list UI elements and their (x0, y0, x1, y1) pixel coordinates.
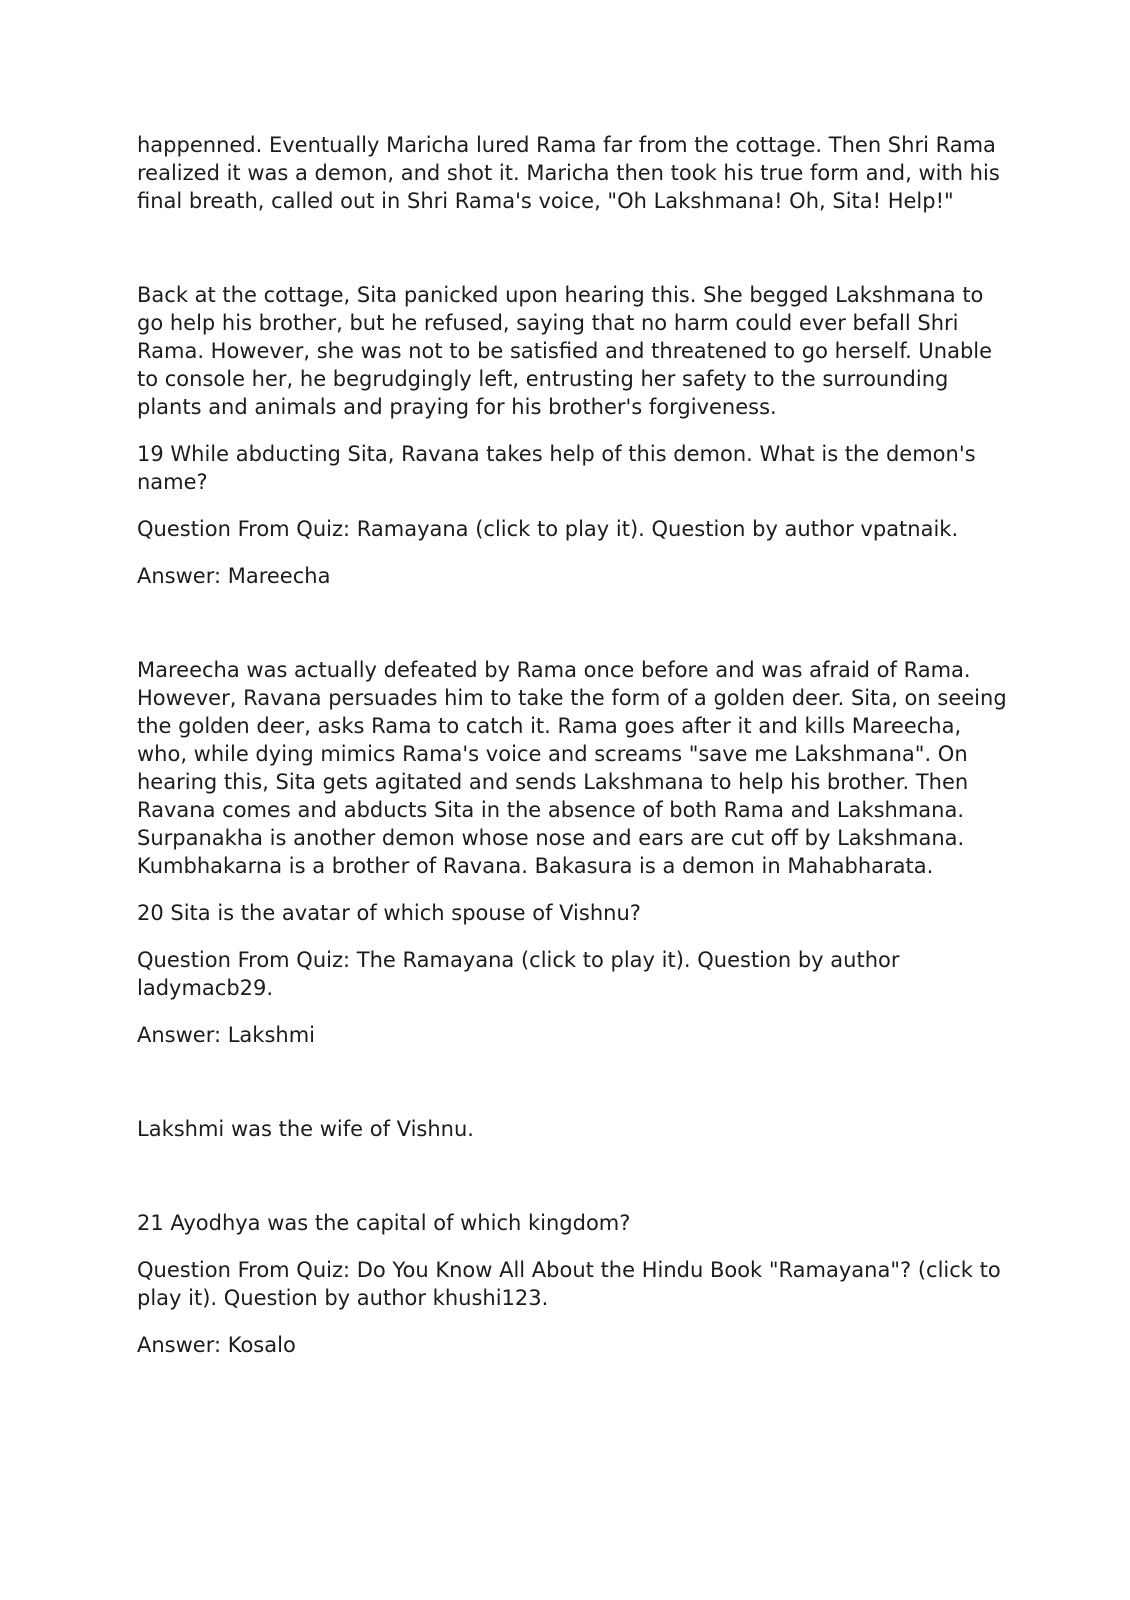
question-20-explanation: Lakshmi was the wife of Vishnu. (137, 1117, 474, 1141)
explanation-continuation: happenned. Eventually Maricha lured Rama far from the cottage. Then Shri Rama realized it was a demon, and shot it. Maricha then took his true form and, with his final breath, called out in Shri Rama's voice, "Oh Lakshmana! Oh, Sita! Help!" (137, 133, 1000, 213)
question-20-source: Question From Quiz: The Ramayana (click to play it). Question by author ladymacb29. (137, 948, 900, 1000)
question-19-text: 19 While abducting Sita, Ravana takes help of this demon. What is the demon's name? (137, 442, 976, 494)
question-19-source: Question From Quiz: Ramayana (click to play it). Question by author vpatnaik. (137, 517, 959, 541)
question-20-answer: Answer: Lakshmi (137, 1023, 315, 1047)
explanation-continuation-2: Back at the cottage, Sita panicked upon hearing this. She begged Lakshmana to go help his brother, but he refused, saying that no harm could ever befall Shri Rama. However, she was not to be satisfied and threatened to go herself. Unable to console her, he begrudgingly left, entrusting her safety to the surrounding plants and animals and praying for his brother's forgiveness. (137, 283, 993, 419)
document-page (137, 131, 1007, 1359)
question-21-answer: Answer: Kosalo (137, 1333, 296, 1357)
question-20-text: 20 Sita is the avatar of which spouse of Vishnu? (137, 901, 641, 925)
question-19-answer: Answer: Mareecha (137, 564, 331, 588)
question-19-explanation: Mareecha was actually defeated by Rama once before and was afraid of Rama. However, Ravana persuades him to take the form of a golden deer. Sita, on seeing the golden deer, asks Rama to catch it. Rama goes after it and kills Mareecha, who, while dying mimics Rama's voice and screams "save me Lakshmana". On hearing this, Sita gets agitated and sends Lakshmana to help his brother. Then Ravana comes and abducts Sita in the absence of both Rama and Lakshmana. Surpanakha is another demon whose nose and ears are cut off by Lakshmana. Kumbhakarna is a brother of Ravana. Bakasura is a demon in Mahabharata. (137, 658, 1007, 878)
question-21-source: Question From Quiz: Do You Know All About the Hindu Book "Ramayana"? (click to play it). Question by author khushi123. (137, 1258, 1001, 1310)
question-21-text: 21 Ayodhya was the capital of which kingdom? (137, 1211, 631, 1235)
